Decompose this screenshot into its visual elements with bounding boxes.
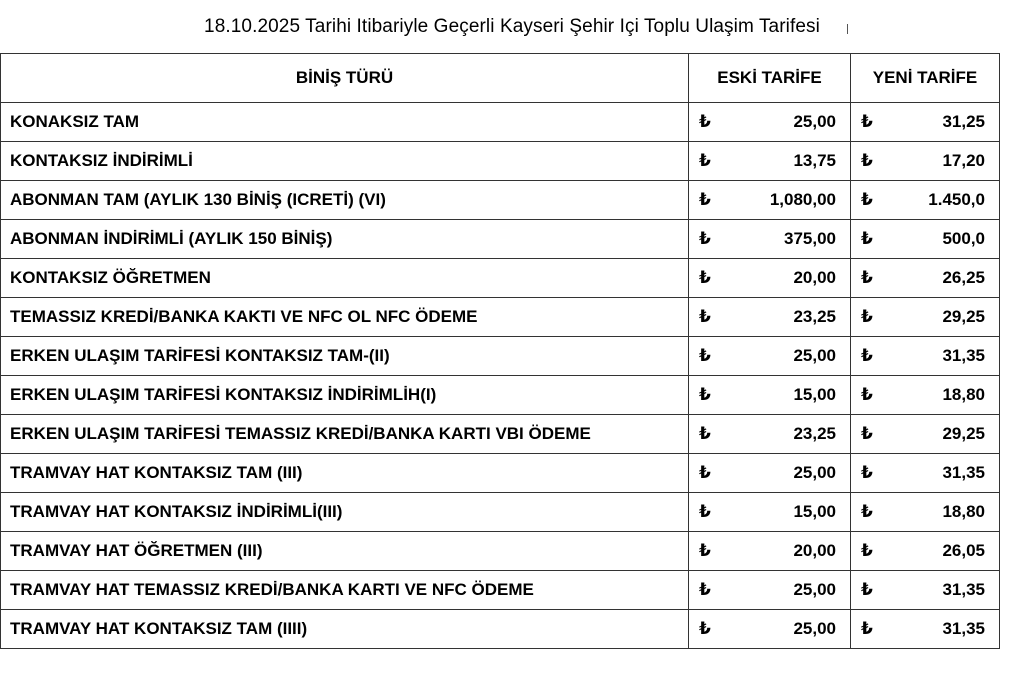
old-tariff-value: 20,00: [719, 532, 851, 571]
old-tariff-value: 20,00: [719, 259, 851, 298]
old-currency-symbol: ₺: [689, 571, 719, 610]
new-tariff-value: 31,25: [881, 103, 1000, 142]
new-tariff-value: 31,35: [881, 454, 1000, 493]
old-tariff-value: 1,080,00: [719, 181, 851, 220]
old-tariff-value: 25,00: [719, 337, 851, 376]
row-type-cell: TRAMVAY HAT KONTAKSIZ İNDİRİMLİ(III): [1, 493, 689, 532]
old-currency-symbol: ₺: [689, 298, 719, 337]
row-type-cell: TRAMVAY HAT KONTAKSIZ TAM (III): [1, 454, 689, 493]
row-type-cell: ABONMAN İNDİRİMLİ (AYLIK 150 BİNİŞ): [1, 220, 689, 259]
new-currency-symbol: ₺: [851, 259, 881, 298]
new-tariff-value: 500,0: [881, 220, 1000, 259]
new-currency-symbol: ₺: [851, 571, 881, 610]
table-row: [1, 259, 1000, 298]
old-tariff-value: 25,00: [719, 571, 851, 610]
new-tariff-value: 1.450,0: [881, 181, 1000, 220]
old-tariff-value: 13,75: [719, 142, 851, 181]
row-type-cell: ERKEN ULAŞIM TARİFESİ KONTAKSIZ İNDİRİMLİH(I): [1, 376, 689, 415]
old-currency-symbol: ₺: [689, 415, 719, 454]
old-tariff-value: 375,00: [719, 220, 851, 259]
new-currency-symbol: ₺: [851, 298, 881, 337]
row-type-cell: TRAMVAY HAT ÖĞRETMEN (III): [1, 532, 689, 571]
table-row: [1, 532, 1000, 571]
new-tariff-value: 31,35: [881, 571, 1000, 610]
table-body: [1, 103, 1000, 649]
new-tariff-value: 29,25: [881, 298, 1000, 337]
old-tariff-value: 15,00: [719, 376, 851, 415]
table-row: [1, 610, 1000, 649]
row-type-cell: KONTAKSIZ ÖĞRETMEN: [1, 259, 689, 298]
new-currency-symbol: ₺: [851, 610, 881, 649]
new-currency-symbol: ₺: [851, 103, 881, 142]
row-type-cell: TRAMVAY HAT TEMASSIZ KREDİ/BANKA KARTI VE NFC ÖDEME: [1, 571, 689, 610]
table-row: [1, 298, 1000, 337]
old-tariff-value: 23,25: [719, 415, 851, 454]
new-tariff-value: 18,80: [881, 376, 1000, 415]
old-tariff-value: 15,00: [719, 493, 851, 532]
new-currency-symbol: ₺: [851, 493, 881, 532]
old-currency-symbol: ₺: [689, 376, 719, 415]
new-currency-symbol: ₺: [851, 142, 881, 181]
row-type-cell: KONTAKSIZ İNDİRİMLİ: [1, 142, 689, 181]
new-currency-symbol: ₺: [851, 181, 881, 220]
new-tariff-value: 31,35: [881, 610, 1000, 649]
new-tariff-value: 26,25: [881, 259, 1000, 298]
old-currency-symbol: ₺: [689, 493, 719, 532]
header-new-tariff: YENİ TARİFE: [851, 54, 1000, 103]
new-tariff-value: 18,80: [881, 493, 1000, 532]
row-type-cell: ERKEN ULAŞIM TARİFESİ TEMASSIZ KREDİ/BANKA KARTI VBI ÖDEME: [1, 415, 689, 454]
new-currency-symbol: ₺: [851, 376, 881, 415]
new-currency-symbol: ₺: [851, 532, 881, 571]
table-row: [1, 376, 1000, 415]
header-type: BİNİŞ TÜRÜ: [1, 54, 689, 103]
old-currency-symbol: ₺: [689, 103, 719, 142]
table-row: [1, 337, 1000, 376]
old-currency-symbol: ₺: [689, 220, 719, 259]
new-tariff-value: 26,05: [881, 532, 1000, 571]
table-row: [1, 454, 1000, 493]
table-row: [1, 493, 1000, 532]
new-currency-symbol: ₺: [851, 220, 881, 259]
old-currency-symbol: ₺: [689, 259, 719, 298]
new-currency-symbol: ₺: [851, 415, 881, 454]
header-old-tariff: ESKİ TARİFE: [689, 54, 851, 103]
table-row: [1, 571, 1000, 610]
old-currency-symbol: ₺: [689, 142, 719, 181]
old-currency-symbol: ₺: [689, 610, 719, 649]
old-tariff-value: 25,00: [719, 610, 851, 649]
row-type-cell: KONAKSIZ TAM: [1, 103, 689, 142]
old-currency-symbol: ₺: [689, 337, 719, 376]
table-row: [1, 103, 1000, 142]
row-type-cell: TEMASSIZ KREDİ/BANKA KAKTI VE NFC OL NFC ÖDEME: [1, 298, 689, 337]
old-currency-symbol: ₺: [689, 454, 719, 493]
old-tariff-value: 25,00: [719, 454, 851, 493]
old-tariff-value: 25,00: [719, 103, 851, 142]
title-mark: [847, 24, 848, 34]
table-row: [1, 415, 1000, 454]
new-tariff-value: 17,20: [881, 142, 1000, 181]
old-currency-symbol: ₺: [689, 181, 719, 220]
row-type-cell: TRAMVAY HAT KONTAKSIZ TAM (IIII): [1, 610, 689, 649]
old-currency-symbol: ₺: [689, 532, 719, 571]
table-row: [1, 220, 1000, 259]
new-currency-symbol: ₺: [851, 337, 881, 376]
row-type-cell: ABONMAN TAM (AYLIK 130 BİNİŞ (ICRETİ) (VI): [1, 181, 689, 220]
new-tariff-value: 29,25: [881, 415, 1000, 454]
old-tariff-value: 23,25: [719, 298, 851, 337]
new-currency-symbol: ₺: [851, 454, 881, 493]
tariff-table: [0, 53, 1000, 649]
new-tariff-value: 31,35: [881, 337, 1000, 376]
table-row: [1, 181, 1000, 220]
table-header-row: [1, 54, 1000, 103]
row-type-cell: ERKEN ULAŞIM TARİFESİ KONTAKSIZ TAM-(II): [1, 337, 689, 376]
table-row: [1, 142, 1000, 181]
page-title: 18.10.2025 Tarihi Itibariyle Geçerli Kayseri Şehir Içi Toplu Ulaşim Tarifesi: [204, 16, 820, 37]
